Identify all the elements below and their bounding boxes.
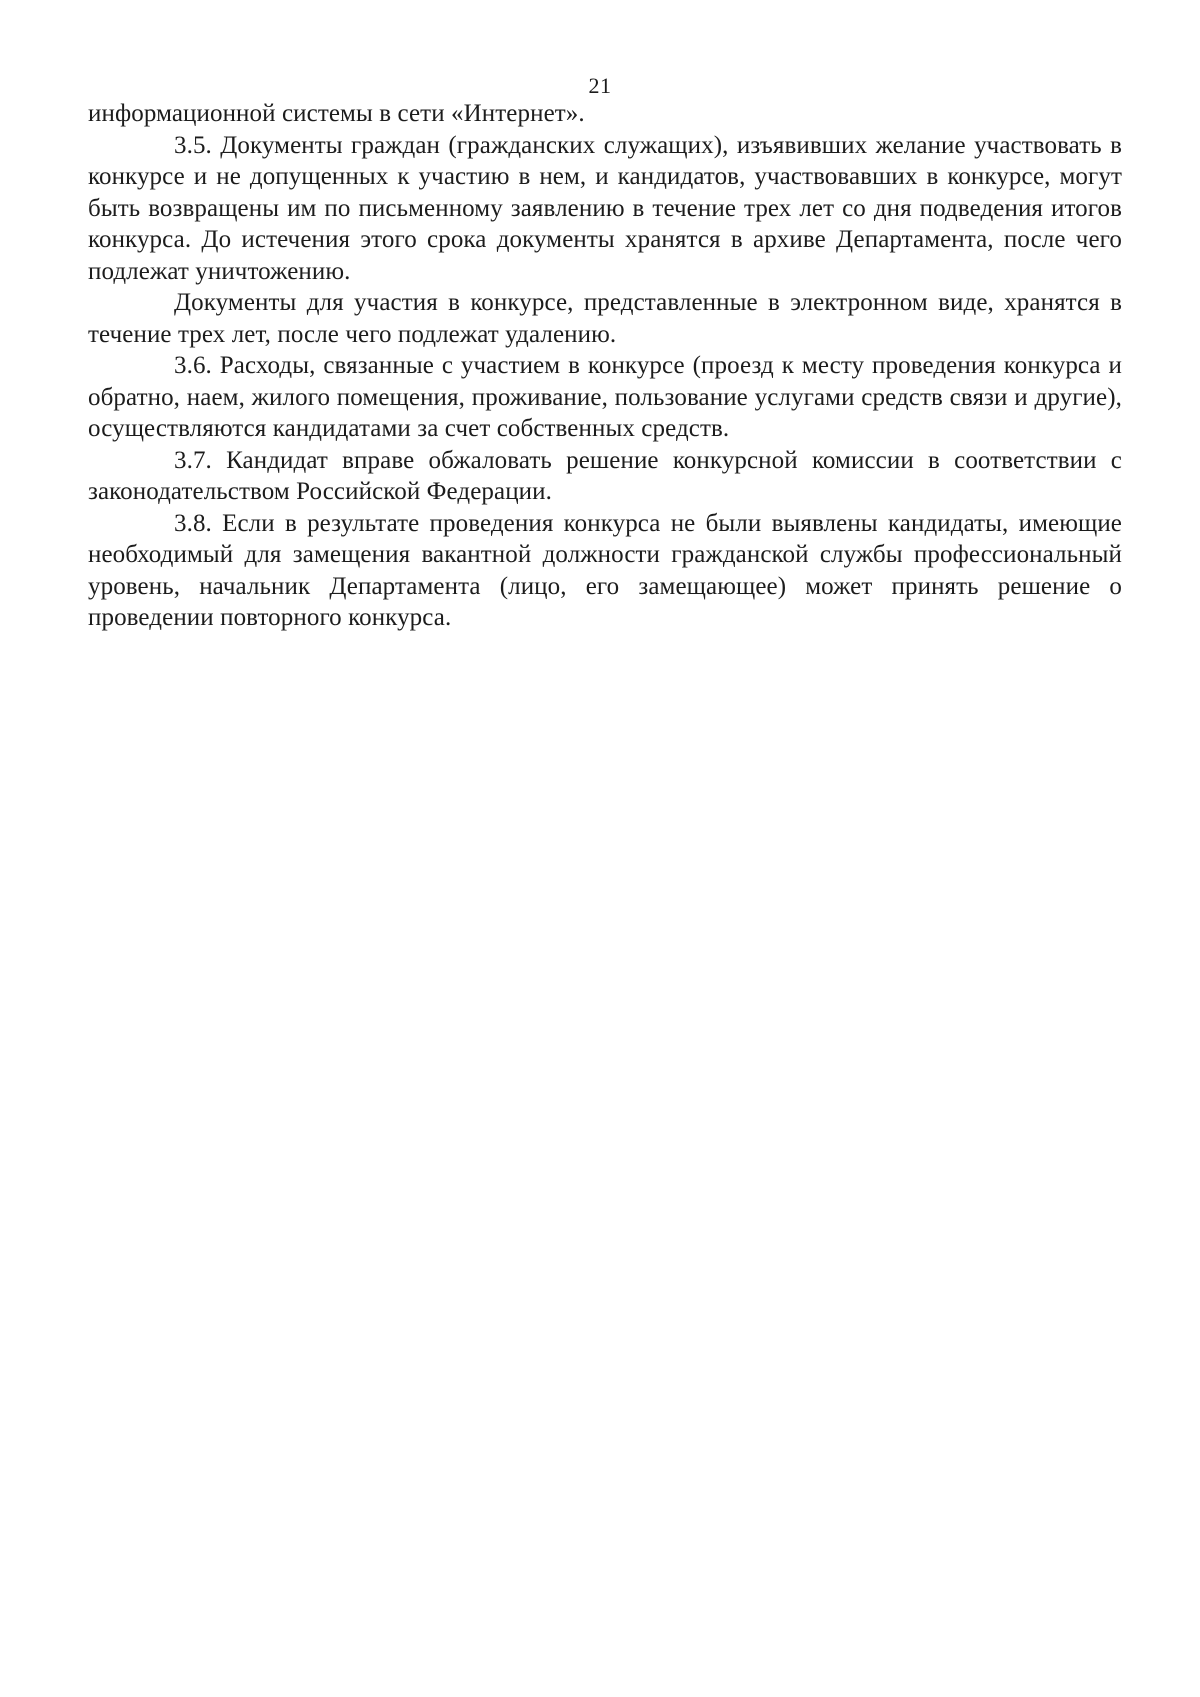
page-number: 21 [588, 73, 612, 98]
paragraph-3-6: 3.6. Расходы, связанные с участием в конкурсе (проезд к месту проведения конкурса и обратно, наем, жилого помещения, проживание, пользование услугами средств связи и другие), осуществляются кандидатами за счет собственных средств. [88, 352, 1122, 442]
paragraph-3-5: 3.5. Документы граждан (гражданских служащих), изъявивших желание участвовать в конкурсе и не допущенных к участию в нем, и кандидатов, участвовавших в конкурсе, могут быть возвращены им по письменному заявлению в течение трех лет со дня подведения итогов конкурса. До истечения этого срока документы хранятся в архиве Департамента, после чего подлежат уничтожению. [88, 131, 1122, 285]
paragraph-continuation: информационной системы в сети «Интернет». [88, 100, 585, 127]
paragraph-3-7: 3.7. Кандидат вправе обжаловать решение конкурсной комиссии в соответствии с законодательством Российской Федерации. [88, 446, 1122, 505]
paragraph-3-8: 3.8. Если в результате проведения конкурса не были выявлены кандидаты, имеющие необходимый для замещения вакантной должности гражданской службы профессиональный уровень, начальник Департамента (лицо, его замещающее) может принять решение о проведении повторного конкурса. [88, 509, 1122, 631]
paragraph-3-5-electronic: Документы для участия в конкурсе, представленные в электронном виде, хранятся в течение трех лет, после чего подлежат удалению. [88, 289, 1122, 348]
document-body [88, 98, 1122, 634]
